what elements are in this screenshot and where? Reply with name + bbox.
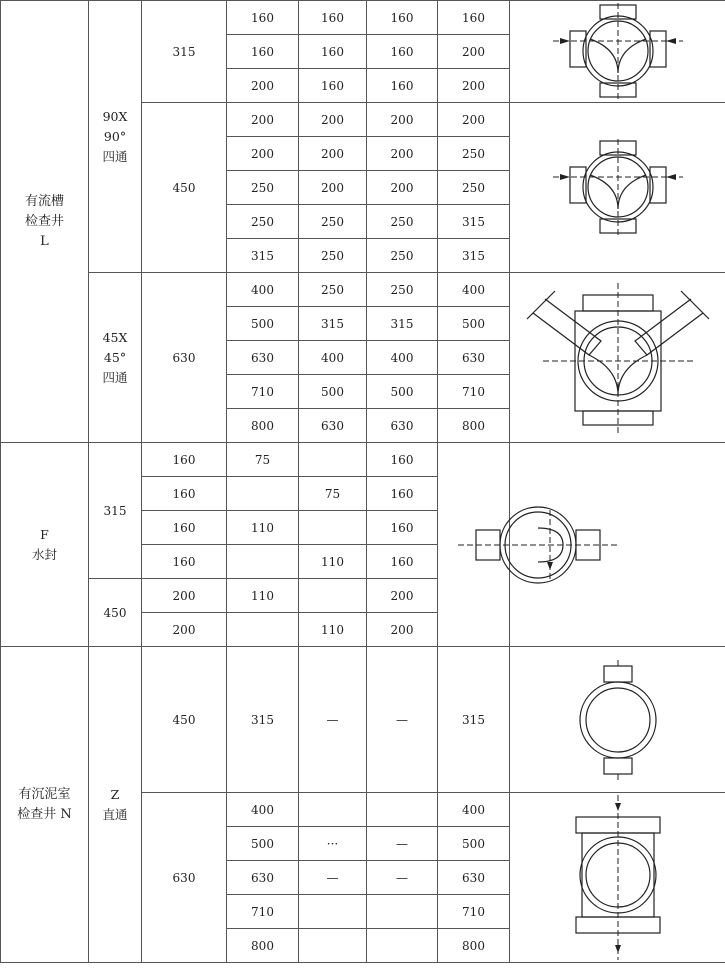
cell: 400 [438, 793, 510, 827]
cell: 250 [299, 239, 367, 273]
cell: 160 [227, 1, 299, 35]
cell: 160 [227, 35, 299, 69]
cell: 200 [367, 613, 438, 647]
cell: 315 [438, 239, 510, 273]
cell [299, 511, 367, 545]
cell: 250 [438, 171, 510, 205]
cell: 200 [438, 35, 510, 69]
cell: 160 [299, 69, 367, 103]
group-label-line1: 有沉泥室 [18, 786, 71, 802]
cell: 400 [438, 273, 510, 307]
cell: 315 [227, 239, 299, 273]
diagram-cell [510, 103, 725, 273]
cell: 315 [299, 307, 367, 341]
cell: 75 [299, 477, 367, 511]
type-cell-90x [89, 1, 142, 273]
cell: 200 [299, 137, 367, 171]
group-label-line2: 检查井 N [17, 806, 72, 822]
type-cell-f [1, 443, 89, 647]
cell: 160 [438, 1, 510, 35]
cell: 630 [438, 341, 510, 375]
cell: 500 [227, 307, 299, 341]
cell: 160 [367, 443, 438, 477]
group-label-line2: 检查井 [24, 213, 64, 229]
cell: 630 [438, 861, 510, 895]
type-angle: 90° [103, 128, 127, 144]
cell: ··· [299, 827, 367, 861]
cell: 250 [367, 239, 438, 273]
type-angle: 45° [103, 349, 127, 365]
cell: 160 [299, 35, 367, 69]
type-code: 90X [102, 108, 128, 124]
cell: — [367, 647, 438, 793]
cell: 160 [367, 35, 438, 69]
cell: 200 [227, 103, 299, 137]
cell [227, 477, 299, 511]
cell: 710 [438, 375, 510, 409]
cell: 400 [299, 341, 367, 375]
type-label: 直通 [102, 806, 128, 822]
cell: 160 [299, 1, 367, 35]
cell [367, 793, 438, 827]
cell: 110 [299, 545, 367, 579]
cell: 200 [367, 137, 438, 171]
cell: 630 [227, 341, 299, 375]
cell: 200 [367, 103, 438, 137]
diagram-cell [510, 793, 725, 963]
cell: 630 [367, 409, 438, 443]
body-dia-cell: 315 [89, 443, 142, 579]
body-dia-cell: 630 [142, 793, 227, 963]
cell: 200 [227, 69, 299, 103]
cell: 630 [227, 861, 299, 895]
cell: 160 [142, 511, 227, 545]
cell: 500 [438, 827, 510, 861]
cell: 250 [227, 171, 299, 205]
cell: 200 [367, 579, 438, 613]
four-way-45-diagram [513, 283, 723, 433]
table-row [1, 1, 725, 35]
body-dia-cell: 450 [89, 579, 142, 647]
cell: 400 [227, 273, 299, 307]
cell: 160 [367, 1, 438, 35]
cell: 250 [299, 273, 367, 307]
diagram-cell [438, 443, 510, 647]
cell: 250 [367, 273, 438, 307]
cell: — [367, 827, 438, 861]
straight-through-sediment-diagram [518, 795, 718, 960]
cell: 160 [367, 511, 438, 545]
cell: 315 [227, 647, 299, 793]
cell [299, 793, 367, 827]
diagram-cell [510, 647, 725, 793]
group-label-line1: 有流槽 [24, 193, 64, 209]
cell [367, 895, 438, 929]
table-row [1, 443, 725, 477]
group-cell-flow-channel [1, 1, 89, 443]
cell: 200 [142, 613, 227, 647]
cell: 630 [299, 409, 367, 443]
type-code: Z [110, 786, 120, 802]
cell: 110 [227, 511, 299, 545]
cell: 200 [299, 103, 367, 137]
cell [299, 443, 367, 477]
table-row [1, 273, 725, 307]
type-code: F [40, 526, 49, 542]
cell: 400 [227, 793, 299, 827]
cell: 500 [367, 375, 438, 409]
cell: 200 [142, 579, 227, 613]
cell: 315 [367, 307, 438, 341]
body-dia-cell: 450 [142, 103, 227, 273]
cell: 315 [438, 647, 510, 793]
four-way-90-diagram [518, 139, 718, 237]
type-label: 四通 [102, 148, 128, 164]
diagram-cell [510, 1, 725, 103]
body-dia-cell: 315 [142, 1, 227, 103]
cell [299, 929, 367, 963]
cell: 710 [227, 375, 299, 409]
water-seal-diagram [438, 490, 638, 600]
cell [227, 613, 299, 647]
cell: 315 [438, 205, 510, 239]
cell: 110 [227, 579, 299, 613]
four-way-90-diagram [518, 3, 718, 101]
body-dia-cell: 450 [142, 647, 227, 793]
cell: 710 [227, 895, 299, 929]
type-cell-45x [89, 273, 142, 443]
cell: 160 [367, 545, 438, 579]
type-label: 水封 [31, 546, 57, 562]
cell: 400 [367, 341, 438, 375]
cell: 800 [438, 929, 510, 963]
cell: — [299, 647, 367, 793]
group-cell-sediment [1, 647, 89, 963]
cell: 200 [227, 137, 299, 171]
cell: 200 [438, 103, 510, 137]
cell: 160 [367, 477, 438, 511]
cell: 200 [438, 69, 510, 103]
cell: 160 [367, 69, 438, 103]
cell: 500 [299, 375, 367, 409]
cell: 250 [367, 205, 438, 239]
cell [299, 579, 367, 613]
table-row [1, 647, 725, 793]
cell: 200 [299, 171, 367, 205]
straight-through-diagram [518, 660, 718, 780]
cell: 250 [227, 205, 299, 239]
cell: 250 [438, 137, 510, 171]
type-label: 四通 [102, 369, 128, 385]
cell [299, 895, 367, 929]
cell: 160 [142, 545, 227, 579]
cell: 75 [227, 443, 299, 477]
group-label-line3: L [40, 233, 49, 249]
diagram-cell [510, 273, 725, 443]
cell: 500 [227, 827, 299, 861]
cell: 160 [142, 477, 227, 511]
body-dia-cell: 630 [142, 273, 227, 443]
cell: 800 [227, 929, 299, 963]
cell [367, 929, 438, 963]
cell: 200 [367, 171, 438, 205]
cell: 710 [438, 895, 510, 929]
cell: 800 [438, 409, 510, 443]
cell: — [367, 861, 438, 895]
cell: 250 [299, 205, 367, 239]
cell [227, 545, 299, 579]
type-code: 45X [102, 329, 128, 345]
type-cell-z [89, 647, 142, 963]
cell: 800 [227, 409, 299, 443]
cell: 110 [299, 613, 367, 647]
cell: — [299, 861, 367, 895]
cell: 500 [438, 307, 510, 341]
cell: 160 [142, 443, 227, 477]
